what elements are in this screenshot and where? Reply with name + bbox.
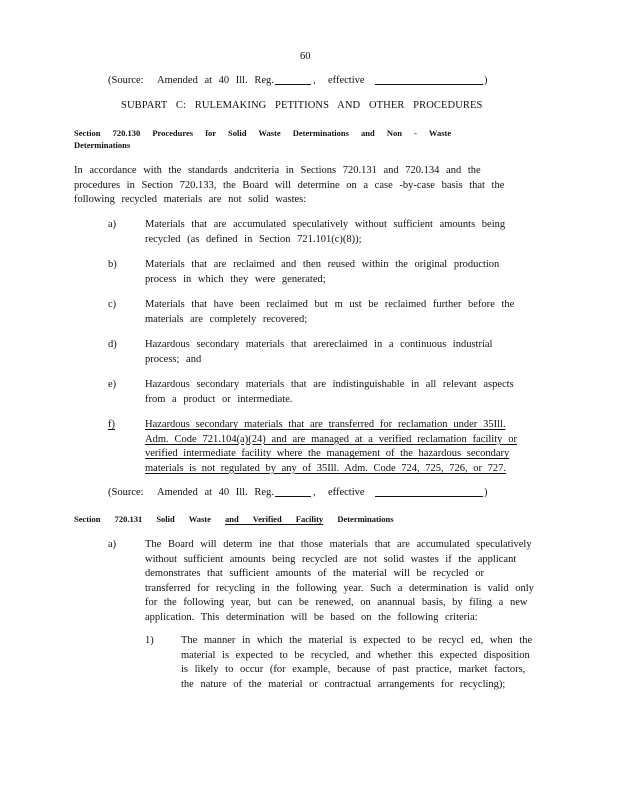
item-line: material is expected to be recycled, and whether this expected disposition xyxy=(181,649,530,661)
item-label: f) xyxy=(108,419,115,430)
page-number: 60 xyxy=(300,51,311,62)
close-paren: ) xyxy=(484,75,488,86)
item-line: process; and xyxy=(145,353,202,365)
amended-text: Amended at 40 Ill. Reg. xyxy=(157,487,274,498)
item-line: Hazardous secondary materials that are transferred for reclamation under 35Ill. xyxy=(145,419,506,430)
item-line: for the following year, but can be renewed, on anannual basis, by filing a new xyxy=(145,597,528,608)
item-label: b) xyxy=(108,259,117,270)
item-line: Hazardous secondary materials that are indistinguishable in all relevant aspects xyxy=(145,379,514,390)
heading-suffix: Determinations xyxy=(337,514,394,524)
effective-label: effective xyxy=(328,487,365,498)
close-paren: ) xyxy=(484,487,488,498)
item-label: a) xyxy=(108,539,117,550)
item-line: the nature of the material or contractual arrangements for recycling); xyxy=(181,678,506,690)
item-label: d) xyxy=(108,339,117,350)
section-heading-cont: Determinations xyxy=(74,140,131,150)
item-line: recycled (as defined in Section 721.101(c)(8)); xyxy=(145,233,362,245)
item-line: Hazardous secondary materials that arereclaimed in a continuous industrial xyxy=(145,339,493,350)
intro-paragraph xyxy=(74,164,504,208)
register-blank xyxy=(275,496,311,497)
item-line: The Board will determ ine that those materials that are accumulated speculatively xyxy=(145,539,532,550)
paragraph-line: following recycled materials are not solid wastes: xyxy=(74,194,307,205)
source-label: (Source: xyxy=(108,75,144,86)
paragraph-line: In accordance with the standards andcriteria in Sections 720.131 and 720.134 and the xyxy=(74,165,481,176)
item-line: Materials that are accumulated speculatively without sufficient amounts being xyxy=(145,219,506,230)
comma: , xyxy=(313,487,316,498)
comma: , xyxy=(313,75,316,86)
item-line: demonstrates that sufficient amounts of the material will be recycled or xyxy=(145,568,484,579)
register-blank xyxy=(275,84,311,85)
effective-label: effective xyxy=(328,75,365,86)
item-line: process in which they were generated; xyxy=(145,273,326,285)
item-label: a) xyxy=(108,219,117,230)
source-label: (Source: xyxy=(108,487,144,498)
item-label: c) xyxy=(108,299,117,310)
item-line: materials are completely recovered; xyxy=(145,313,308,325)
section-heading: Section 720.130 Procedures for Solid Waste Determinations and Non - Waste xyxy=(74,128,452,138)
item-line: application. This determination will be based on the following criteria: xyxy=(145,611,478,623)
effective-blank xyxy=(375,84,483,85)
item-line: without sufficient amounts being recycled are not solid wastes if the applicant xyxy=(145,553,517,565)
item-line: materials is not regulated by any of 35Ill. Adm. Code 724, 725, 726, or 727. xyxy=(145,462,507,474)
item-label: e) xyxy=(108,379,117,390)
item-line: is likely to occur (for example, because of past practice, market factors, xyxy=(181,664,526,675)
item-line: transferred for recycling in the following year. Such a determination is valid only xyxy=(145,582,534,594)
item-line: verified intermediate facility where the management of the hazardous secondary xyxy=(145,448,510,459)
subpart-heading: SUBPART C: RULEMAKING PETITIONS AND OTHER PROCEDURES xyxy=(121,100,483,111)
item-line: Materials that are reclaimed and then reused within the original production xyxy=(145,259,500,270)
effective-blank xyxy=(375,496,483,497)
amended-text: Amended at 40 Ill. Reg. xyxy=(157,75,274,86)
item-line: from a product or intermediate. xyxy=(145,393,293,405)
heading-inserted: and Verified Facility xyxy=(225,514,324,524)
item-line: Materials that have been reclaimed but m ust be reclaimed further before the xyxy=(145,299,515,310)
item-line: The manner in which the material is expected to be recycl ed, when the xyxy=(181,635,533,646)
item-line: Adm. Code 721.104(a)(24) and are managed at a verified reclamation facility or xyxy=(145,433,517,445)
heading-prefix: Section 720.131 Solid Waste xyxy=(74,514,211,524)
section-heading xyxy=(74,514,394,525)
item-label: 1) xyxy=(145,635,154,646)
paragraph-line: procedures in Section 720.133, the Board will determine on a case -by-case basis that the xyxy=(74,179,505,191)
